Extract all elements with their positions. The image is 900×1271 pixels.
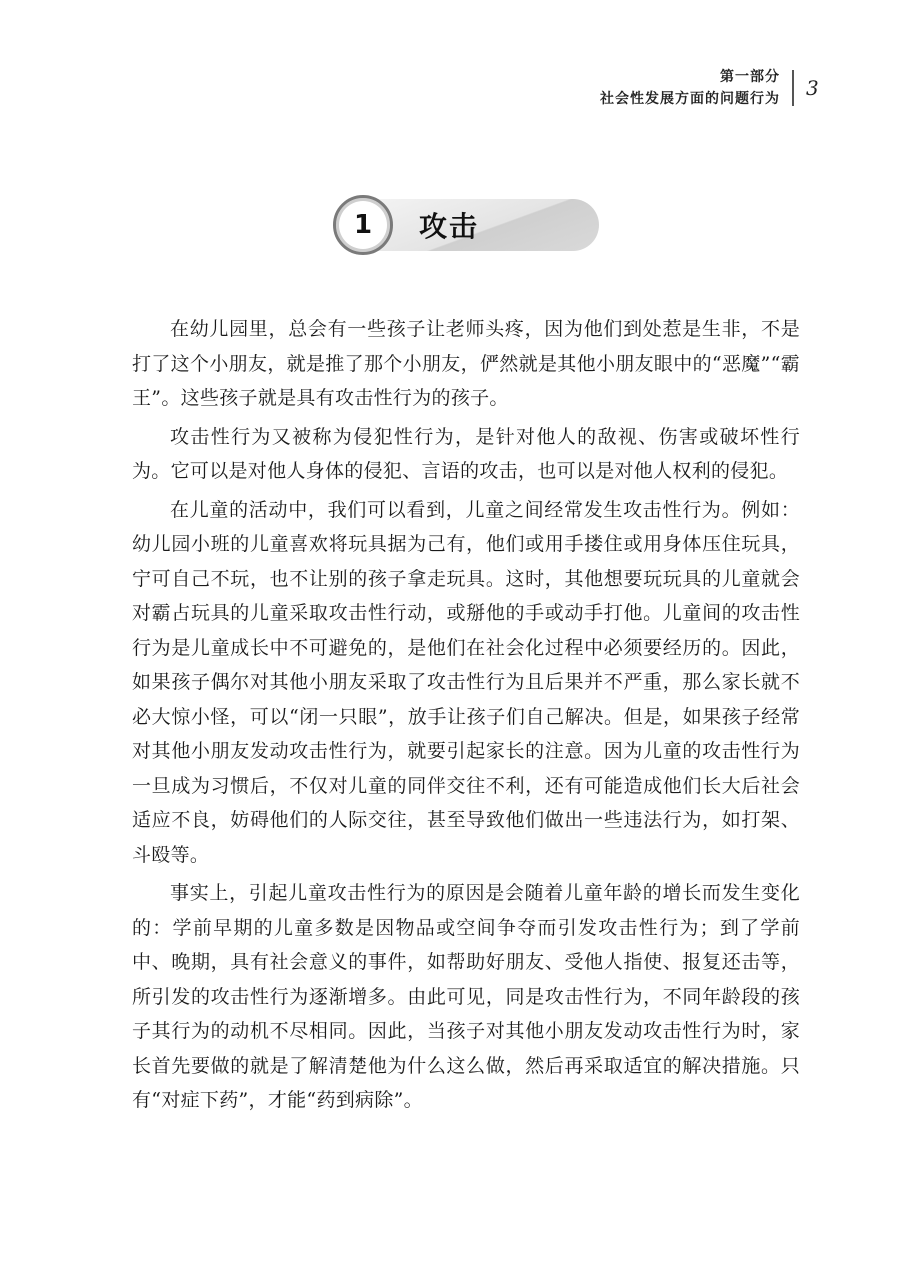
- paragraph: 在儿童的活动中，我们可以看到，儿童之间经常发生攻击性行为。例如：幼儿园小班的儿童喜欢将玩具据为己有，他们或用手搂住或用身体压住玩具，宁可自己不玩，也不让别的孩子拿走玩具。这时，其他想要玩玩具的儿童就会对霸占玩具的儿童采取攻击性行动，或掰他的手或动手打他。儿童间的攻击性行为是儿童成长中不可避免的，是他们在社会化过程中必须要经历的。因此，如果孩子偶尔对其他小朋友采取了攻击性行为且后果并不严重，那么家长就不必大惊小怪，可以“闭一只眼”，放手让孩子们自己解决。但是，如果孩子经常对其他小朋友发动攻击性行为，就要引起家长的注意。因为儿童的攻击性行为一旦成为习惯后，不仅对儿童的同伴交往不利，还有可能造成他们长大后社会适应不良，妨碍他们的人际交往，甚至导致他们做出一些违法行为，如打架、斗殴等。: [132, 498, 800, 866]
- paragraph: 攻击性行为又被称为侵犯性行为，是针对他人的敌视、伤害或破坏性行为。它可以是对他人身体的侵犯、言语的攻击，也可以是对他人权利的侵犯。: [132, 425, 800, 482]
- section-title: 社会性发展方面的问题行为: [600, 91, 780, 107]
- header-divider: [792, 70, 794, 106]
- chapter-number-badge: 1: [333, 195, 393, 255]
- page-number: 3: [806, 76, 819, 100]
- body-text: [132, 312, 800, 1122]
- paragraph: 在幼儿园里，总会有一些孩子让老师头疼，因为他们到处惹是生非，不是打了这个小朋友，就是推了那个小朋友，俨然就是其他小朋友眼中的“恶魔”“霸王”。这些孩子就是具有攻击性行为的孩子。: [132, 318, 800, 409]
- part-label: 第一部分: [720, 69, 780, 85]
- paragraph: 事实上，引起儿童攻击性行为的原因是会随着儿童年龄的增长而发生变化的：学前早期的儿童多数是因物品或空间争夺而引发攻击性行为；到了学前中、晚期，具有社会意义的事件，如帮助好朋友、受他人指使、报复还击等，所引发的攻击性行为逐渐增多。由此可见，同是攻击性行为，不同年龄段的孩子其行为的动机不尽相同。因此，当孩子对其他小朋友发动攻击性行为时，家长首先要做的就是了解清楚他为什么这么做，然后再采取适宜的解决措施。只有“对症下药”，才能“药到病除”。: [132, 882, 800, 1111]
- chapter-title: 攻击: [419, 210, 480, 243]
- running-header: [600, 66, 780, 110]
- chapter-banner: [333, 195, 603, 255]
